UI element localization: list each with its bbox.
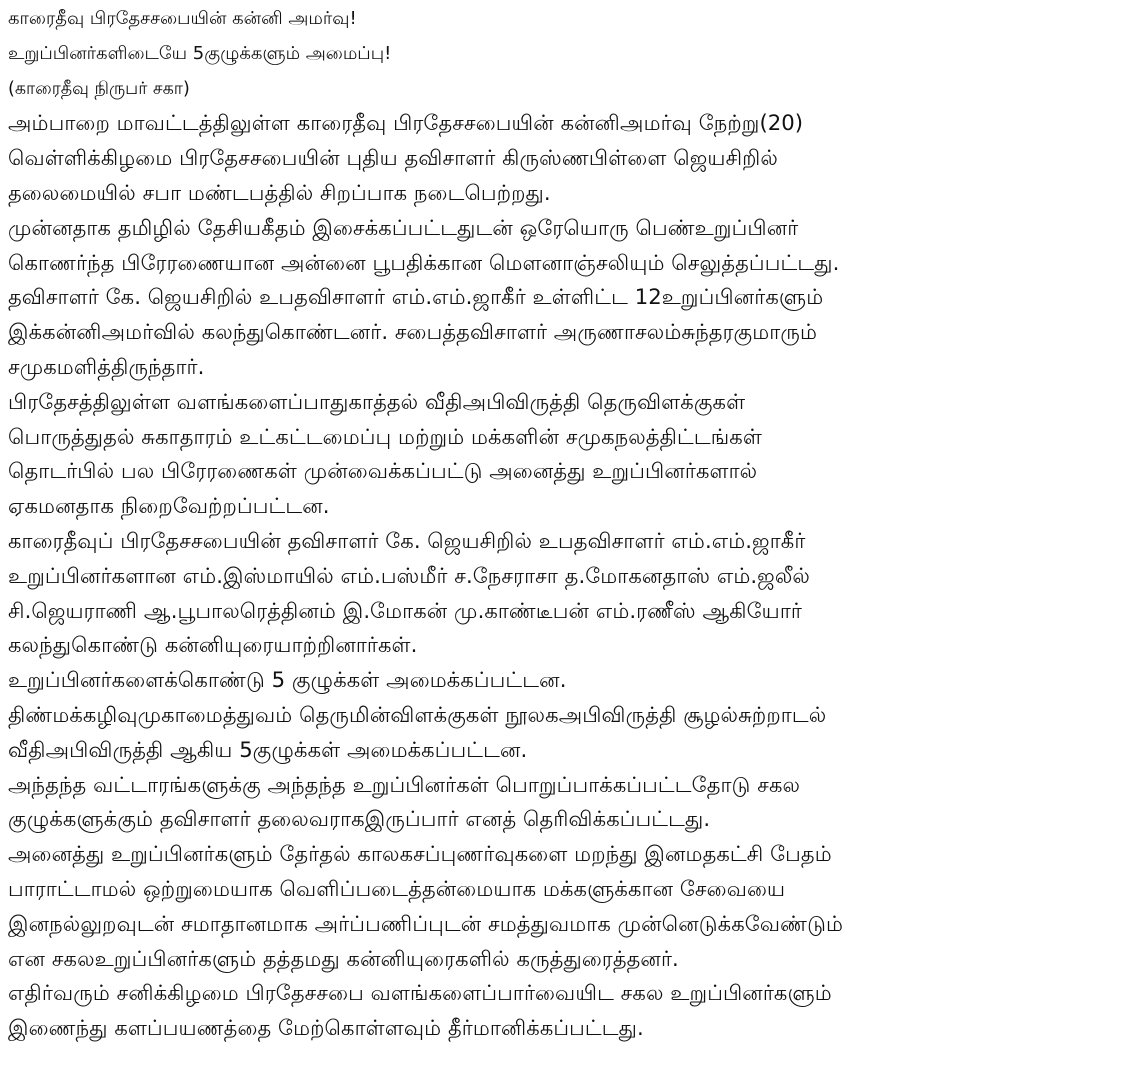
article-line: பாராட்டாமல் ஒற்றுமையாக வெளிப்படைத்தன்மையாக மக்களுக்கான சேவையை [8, 875, 786, 901]
news-article [8, 2, 1128, 1046]
article-line: திண்மக்கழிவுமுகாமைத்துவம் தெருமின்விளக்குகள் நூலகஅபிவிருத்தி சூழல்சுற்றாடல் [8, 701, 827, 727]
article-line: கொணர்ந்த பிரேரணையான அன்னை பூபதிக்கான மௌனாஞ்சலியும் செலுத்தப்பட்டது. [8, 249, 840, 275]
article-line: முன்னதாக தமிழில் தேசியகீதம் இசைக்கப்பட்டதுடன் ஒரேயொரு பெண்உறுப்பினர் [8, 214, 799, 240]
article-line: இணைந்து களப்பயணத்தை மேற்கொள்ளவும் தீர்மானிக்கப்பட்டது. [8, 1015, 644, 1041]
article-line: வீதிஅபிவிருத்தி ஆகிய 5குழுக்கள் அமைக்கப்பட்டன. [8, 736, 528, 762]
article-line: தவிசாளர் கே. ஜெயசிறில் உபதவிசாளர் எம்.எம்.ஜாகீர் உள்ளிட்ட 12உறுப்பினர்களும் [8, 284, 824, 310]
article-headline: காரைதீவு பிரதேசசபையின் கன்னி அமர்வு! [8, 8, 357, 29]
article-line: கலந்துகொண்டு கன்னியுரையாற்றினார்கள். [8, 632, 418, 658]
article-line: தொடர்பில் பல பிரேரணைகள் முன்வைக்கப்பட்டு அனைத்து உறுப்பினர்களால் [8, 458, 758, 484]
article-line: ஏகமனதாக நிறைவேற்றப்பட்டன. [8, 493, 330, 519]
article-line: வெள்ளிக்கிழமை பிரதேசசபையின் புதிய தவிசாளர் கிருஸ்ணபிள்ளை ஜெயசிறில் [8, 145, 778, 171]
article-line: இனநல்லுறவுடன் சமாதானமாக அர்ப்பணிப்புடன் சமத்துவமாக முன்னெடுக்கவேண்டும் [8, 910, 844, 936]
article-line: சமுகமளித்திருந்தார். [8, 353, 205, 379]
article-byline: (காரைதீவு நிருபர் சகா) [8, 78, 190, 99]
article-line: காரைதீவுப் பிரதேசசபையின் தவிசாளர் கே. ஜெயசிறில் உபதவிசாளர் எம்.எம்.ஜாகீர் [8, 527, 806, 553]
article-line: தலைமையில் சபா மண்டபத்தில் சிறப்பாக நடைபெற்றது. [8, 179, 551, 205]
article-line: அம்பாறை மாவட்டத்திலுள்ள காரைதீவு பிரதேசசபையின் கன்னிஅமர்வு நேற்று(20) [8, 110, 803, 136]
article-line: உறுப்பினர்களைக்கொண்டு 5 குழுக்கள் அமைக்கப்பட்டன. [8, 667, 567, 693]
article-line: சி.ஜெயராணி ஆ.பூபாலரெத்தினம் இ.மோகன் மு.காண்டீபன் எம்.ரணீஸ் ஆகியோர் [8, 597, 802, 623]
article-line: பொருத்துதல் சுகாதாரம் உட்கட்டமைப்பு மற்றும் மக்களின் சமுகநலத்திட்டங்கள் [8, 423, 762, 449]
article-subheadline: உறுப்பினர்களிடையே 5குழுக்களும் அமைப்பு! [8, 42, 392, 64]
article-line: எதிர்வரும் சனிக்கிழமை பிரதேசசபை வளங்களைப்பார்வையிட சகல உறுப்பினர்களும் [8, 980, 832, 1006]
article-line: பிரதேசத்திலுள்ள வளங்களைப்பாதுகாத்தல் வீதிஅபிவிருத்தி தெருவிளக்குகள் [8, 388, 746, 414]
article-line: உறுப்பினர்களான எம்.இஸ்மாயில் எம்.பஸ்மீர் ச.நேசராசா த.மோகனதாஸ் எம்.ஜலீல் [8, 562, 811, 588]
article-line: அந்தந்த வட்டாரங்களுக்கு அந்தந்த உறுப்பினர்கள் பொறுப்பாக்கப்பட்டதோடு சகல [8, 771, 801, 797]
article-line: அனைத்து உறுப்பினர்களும் தேர்தல் காலகசப்புணர்வுகளை மறந்து இனமதகட்சி பேதம் [8, 841, 832, 867]
article-line: குழுக்களுக்கும் தவிசாளர் தலைவராகஇருப்பார் எனத் தெரிவிக்கப்பட்டது. [8, 806, 711, 832]
article-line: என சகலஉறுப்பினர்களும் தத்தமது கன்னியுரைகளில் கருத்துரைத்தனர். [8, 945, 679, 971]
article-line: இக்கன்னிஅமர்வில் கலந்துகொண்டனர். சபைத்தவிசாளர் அருணாசலம்சுந்தரகுமாரும் [8, 319, 818, 345]
